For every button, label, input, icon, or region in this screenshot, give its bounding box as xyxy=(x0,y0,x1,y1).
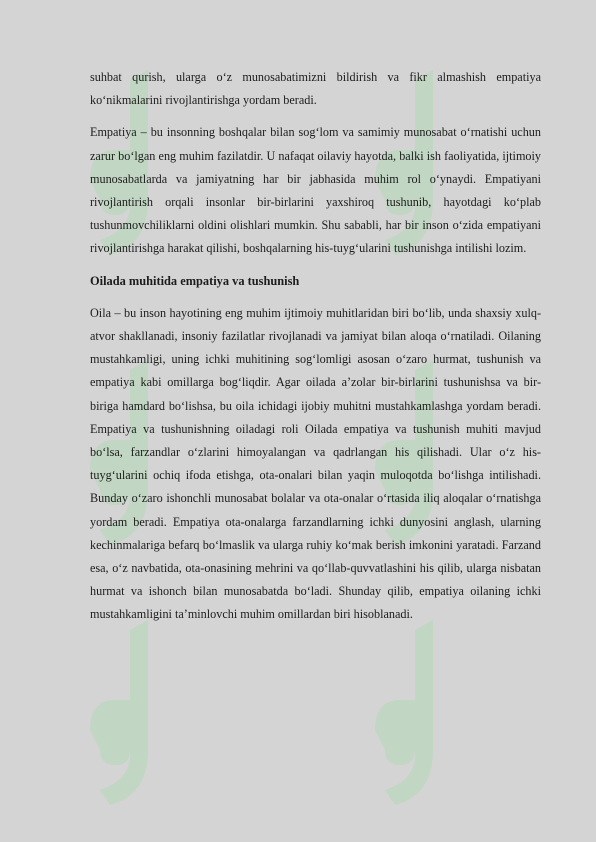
paragraph-empathy-definition: Empatiya – bu insonning boshqalar bilan sog‘lom va samimiy munosabat o‘rnatishi uchun zarur bo‘lgan eng muhim fazilatdir. U nafaqat oilaviy hayotda, balki ish faoliyatida, ijtimoiy munosabatlarda va jamiyatning har bir jabhasida muhim rol o‘ynaydi. Empatiyani rivojlantirish orqali insonlar bir-birlarini yaxshiroq tushunib, hayotdagi ko‘plab tushunmovchiliklarni oldini olishlari mumkin. Shu sababli, har bir inson o‘zida empatiyani rivojlantirishga harakat qilishi, boshqalarning his-tuyg‘ularini tushunishga intilishi lozim. xyxy=(90,125,541,256)
section-heading: Oilada muhitida empatiya va tushunish xyxy=(90,273,300,288)
paragraph-family-environment: Oila – bu inson hayotining eng muhim ijtimoiy muhitlaridan biri bo‘lib, unda shaxsiy xulq-atvor shakllanadi, insoniy fazilatlar rivojlanadi va jamiyat bilan aloqa o‘rnatiladi. Oilaning mustahkamligi, uning ichki muhitining sog‘lomligi asosan o‘zaro hurmat, tushunish va empatiya kabi omillarga bog‘liqdir. Agar oilada a’zolar bir-birlarini tushunishsa va bir-biriga hamdard bo‘lishsa, bu oila ichidagi ijobiy muhitni mustahkamlashga yordam beradi. Empatiya va tushunishning oiladagi roli Oilada empatiya va tushunish muhiti mavjud bo‘lsa, farzandlar o‘zlarini himoyalangan va qadrlangan his qilishadi. Ular o‘z his-tuyg‘ularini ochiq ifoda etishga, ota-onalari bilan yaqin muloqotda bo‘lishga intilishadi. Bunday o‘zaro ishonchli munosabat bolalar va ota-onalar o‘rtasida iliq aloqalar o‘rnatishga yordam beradi. Empatiya ota-onalarga farzandlarning ichki dunyosini anglash, ularning kechinmalariga befarq bo‘lmaslik va ularga ruhiy ko‘mak berish imkonini yaratadi. Farzand esa, o‘z navbatida, ota-onasining mehrini va qo‘llab-quvvatlashini his qilib, ularga nisbatan hurmat va ishonch bilan munosabatda bo‘ladi. Shunday qilib, empatiya oilaning ichki mustahkamligini ta’minlovchi muhim omillardan biri hisoblanadi. xyxy=(90,305,541,622)
document-body xyxy=(90,66,541,636)
paragraph-intro: suhbat qurish, ularga o‘z munosabatimizni bildirish va fikr almashish empatiya ko‘nikmalarini rivojlantirishga yordam beradi. xyxy=(90,70,541,108)
